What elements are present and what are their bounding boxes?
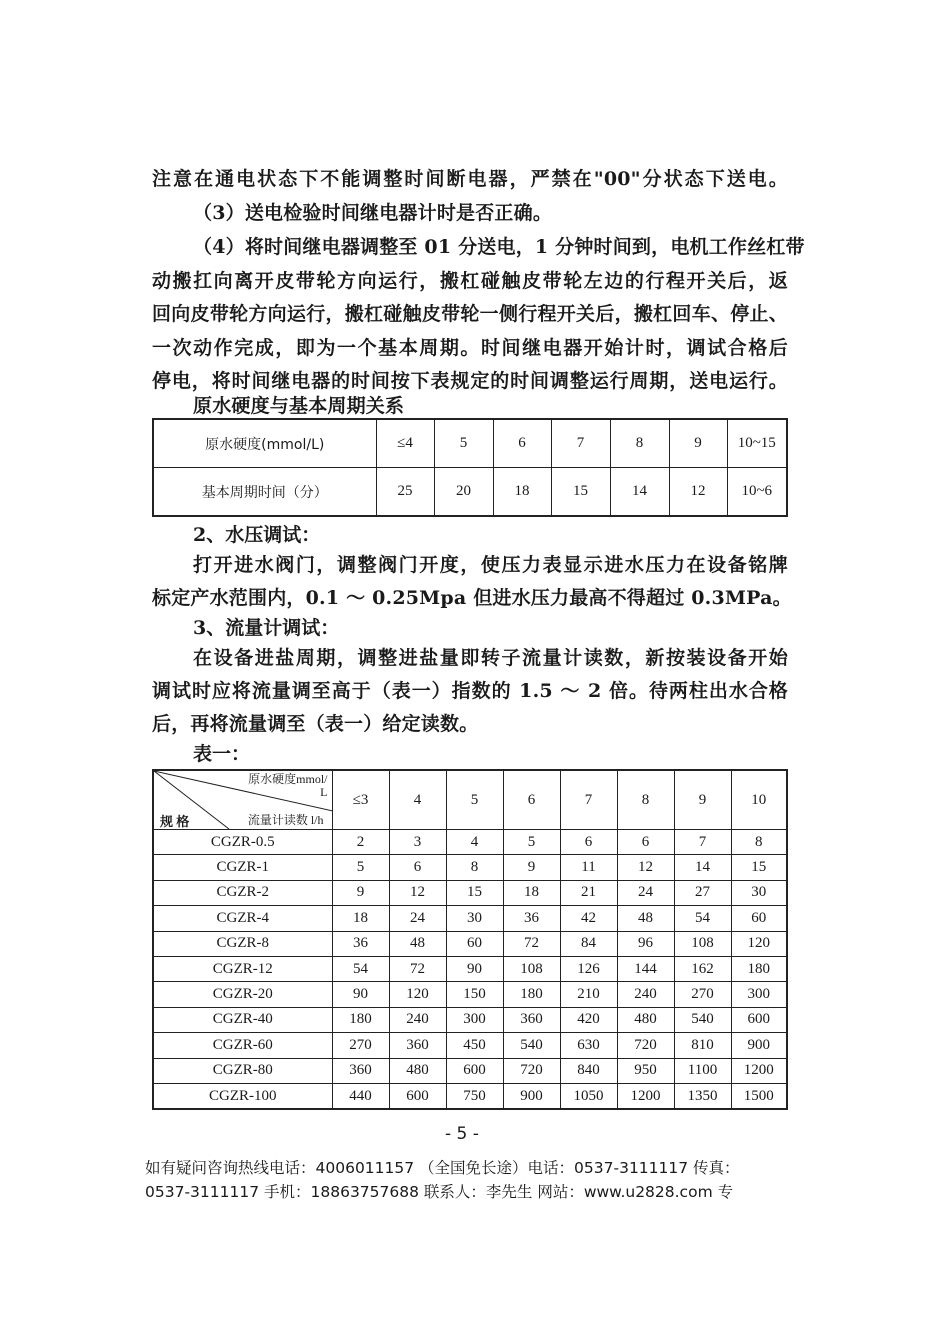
table-cell: 15	[731, 855, 787, 880]
table-cell: 300	[446, 1007, 503, 1032]
table-cell: 6	[617, 830, 674, 855]
table-cell: 10~6	[727, 468, 787, 517]
table-cell: 14	[610, 468, 669, 517]
table-cell: 150	[446, 982, 503, 1007]
paragraph-line: 在设备进盐周期，调整进盐量即转子流量计读数，新按装设备开始	[193, 647, 788, 669]
section-heading: 3、流量计调试：	[193, 617, 340, 639]
table-cell: 600	[389, 1083, 446, 1109]
table-row	[153, 468, 787, 517]
spec-cell: CGZR-4	[153, 906, 332, 931]
spec-cell: CGZR-60	[153, 1033, 332, 1058]
spec-cell: CGZR-12	[153, 956, 332, 981]
table-cell: 1200	[731, 1058, 787, 1083]
table-cell: 72	[389, 956, 446, 981]
table-cell: 9	[669, 419, 727, 468]
table-cell: 36	[503, 906, 560, 931]
paragraph-line: 标定产水范围内，0.1 ～ 0.25Mpa 但进水压力最高不得超过 0.3MPa。	[152, 587, 792, 609]
table-cell: 7	[551, 419, 610, 468]
footer-line: 0537-3111117 手机：18863757688 联系人：李先生 网站：www.u2828.com 专	[145, 1183, 734, 1201]
table-cell: 54	[674, 906, 731, 931]
table-cell: 300	[731, 982, 787, 1007]
footer-line: 如有疑问咨询热线电话：4006011157 （全国免长途）电话：0537-3111117 传真：	[145, 1159, 740, 1177]
table-cell: 30	[446, 906, 503, 931]
header-cell: 6	[503, 770, 560, 830]
table-cell: 6	[493, 419, 551, 468]
table-row	[153, 855, 787, 880]
table-cell: 450	[446, 1033, 503, 1058]
table-cell: 15	[551, 468, 610, 517]
table-cell: 9	[332, 880, 389, 905]
header-cell: 7	[560, 770, 617, 830]
table-cell: 8	[446, 855, 503, 880]
table-cell: 11	[560, 855, 617, 880]
spec-cell: CGZR-0.5	[153, 830, 332, 855]
page-number: - 5 -	[445, 1124, 479, 1144]
table-cell: 108	[503, 956, 560, 981]
table-cell: 60	[446, 931, 503, 956]
table-cell: 810	[674, 1033, 731, 1058]
header-cell: 9	[674, 770, 731, 830]
table-cell: 2	[332, 830, 389, 855]
table-cell: 基本周期时间（分）	[153, 468, 376, 517]
table-cell: 162	[674, 956, 731, 981]
paragraph-line: 一次动作完成，即为一个基本周期。时间继电器开始计时，调试合格后	[152, 337, 788, 359]
table-row	[153, 906, 787, 931]
table-cell: 48	[389, 931, 446, 956]
table-cell: 540	[503, 1033, 560, 1058]
table-cell: 270	[674, 982, 731, 1007]
table-row	[153, 1083, 787, 1109]
table-cell: 18	[493, 468, 551, 517]
table-cell: 360	[389, 1033, 446, 1058]
spec-cell: CGZR-1	[153, 855, 332, 880]
table-cell: 8	[610, 419, 669, 468]
table-cell: 36	[332, 931, 389, 956]
table1-title: 原水硬度与基本周期关系	[193, 395, 405, 417]
table-cell: 90	[332, 982, 389, 1007]
table-cell: 720	[617, 1033, 674, 1058]
header-cell: ≤3	[332, 770, 389, 830]
table-cell: 900	[731, 1033, 787, 1058]
table-cell: 7	[674, 830, 731, 855]
table-cell: 630	[560, 1033, 617, 1058]
table-cell: 18	[503, 880, 560, 905]
corner-label-spec: 规 格	[160, 814, 190, 829]
table-cell: 12	[389, 880, 446, 905]
table-cell: 480	[617, 1007, 674, 1032]
table-cell: 270	[332, 1033, 389, 1058]
table-cell: 180	[731, 956, 787, 981]
paragraph-line: 动搬扛向离开皮带轮方向运行，搬杠碰触皮带轮左边的行程开关后，返	[152, 270, 788, 292]
table-cell: 144	[617, 956, 674, 981]
table-row	[153, 880, 787, 905]
spec-cell: CGZR-100	[153, 1083, 332, 1109]
table-cell: 600	[446, 1058, 503, 1083]
table-cell: 600	[731, 1007, 787, 1032]
table-cell: 360	[332, 1058, 389, 1083]
table-cell: 240	[389, 1007, 446, 1032]
table-cell: 原水硬度(mmol/L)	[153, 419, 376, 468]
table-cell: 30	[731, 880, 787, 905]
paragraph-line: 停电，将时间继电器的时间按下表规定的时间调整运行周期，送电运行。	[152, 370, 788, 392]
table-cell: 120	[731, 931, 787, 956]
hardness-period-table	[152, 418, 788, 517]
header-cell: 10	[731, 770, 787, 830]
table-cell: 108	[674, 931, 731, 956]
diagonal-header-cell	[153, 770, 332, 830]
table-cell: 900	[503, 1083, 560, 1109]
table-cell: 5	[434, 419, 493, 468]
table-cell: 6	[389, 855, 446, 880]
paragraph-line: 后，再将流量调至（表一）给定读数。	[152, 713, 479, 735]
table-cell: 180	[503, 982, 560, 1007]
spec-cell: CGZR-2	[153, 880, 332, 905]
table-cell: 8	[731, 830, 787, 855]
table-row	[153, 1007, 787, 1032]
table-cell: 20	[434, 468, 493, 517]
table-cell: 6	[560, 830, 617, 855]
paragraph-line: 回向皮带轮方向运行，搬杠碰触皮带轮一侧行程开关后，搬杠回车、停止、	[152, 303, 788, 325]
table-cell: 12	[617, 855, 674, 880]
section-heading: 2、水压调试：	[193, 524, 321, 546]
spec-cell: CGZR-40	[153, 1007, 332, 1032]
spec-cell: CGZR-80	[153, 1058, 332, 1083]
table-cell: 1200	[617, 1083, 674, 1109]
table-cell: 3	[389, 830, 446, 855]
table-cell: 90	[446, 956, 503, 981]
paragraph-line: 调试时应将流量调至高于（表一）指数的 1.5 ～ 2 倍。待两柱出水合格	[152, 680, 788, 702]
table-cell: 15	[446, 880, 503, 905]
table-cell: 440	[332, 1083, 389, 1109]
table-cell: 950	[617, 1058, 674, 1083]
table-cell: 48	[617, 906, 674, 931]
table-cell: 240	[617, 982, 674, 1007]
table-cell: 9	[503, 855, 560, 880]
table-cell: 25	[376, 468, 434, 517]
table-cell: 18	[332, 906, 389, 931]
table-cell: 14	[674, 855, 731, 880]
paragraph-line: 打开进水阀门，调整阀门开度，使压力表显示进水压力在设备铭牌	[193, 554, 788, 576]
table-cell: 84	[560, 931, 617, 956]
table-row	[153, 982, 787, 1007]
table-cell: 54	[332, 956, 389, 981]
table-cell: 5	[503, 830, 560, 855]
header-cell: 5	[446, 770, 503, 830]
table-cell: 1500	[731, 1083, 787, 1109]
table2-title: 表一：	[193, 743, 251, 765]
paragraph-line: 注意在通电状态下不能调整时间断电器，严禁在"00"分状态下送电。	[152, 168, 788, 190]
table-cell: 180	[332, 1007, 389, 1032]
table-row	[153, 931, 787, 956]
table-row	[153, 1033, 787, 1058]
table-cell: ≤4	[376, 419, 434, 468]
table-cell: 24	[617, 880, 674, 905]
table-row	[153, 419, 787, 468]
table-cell: 96	[617, 931, 674, 956]
table-cell: 720	[503, 1058, 560, 1083]
table-cell: 5	[332, 855, 389, 880]
table-cell: 540	[674, 1007, 731, 1032]
table-cell: 840	[560, 1058, 617, 1083]
table-cell: 126	[560, 956, 617, 981]
table-cell: 21	[560, 880, 617, 905]
table-cell: 1350	[674, 1083, 731, 1109]
table-cell: 210	[560, 982, 617, 1007]
table-cell: 27	[674, 880, 731, 905]
spec-cell: CGZR-8	[153, 931, 332, 956]
header-cell: 8	[617, 770, 674, 830]
flowmeter-table	[152, 769, 788, 1110]
table-cell: 120	[389, 982, 446, 1007]
table-cell: 360	[503, 1007, 560, 1032]
table-row	[153, 1058, 787, 1083]
corner-label-flow: 流量计读数 l/h	[247, 813, 324, 827]
table-cell: 1100	[674, 1058, 731, 1083]
table-cell: 1050	[560, 1083, 617, 1109]
table-row	[153, 956, 787, 981]
table-cell: 4	[446, 830, 503, 855]
corner-label-hardness: 原水硬度mmol/ L	[248, 772, 328, 799]
table-cell: 12	[669, 468, 727, 517]
paragraph-line: （3）送电检验时间继电器计时是否正确。	[193, 202, 553, 224]
spec-cell: CGZR-20	[153, 982, 332, 1007]
table-row	[153, 830, 787, 855]
table-cell: 420	[560, 1007, 617, 1032]
header-cell: 4	[389, 770, 446, 830]
table-cell: 60	[731, 906, 787, 931]
table-cell: 42	[560, 906, 617, 931]
table-cell: 72	[503, 931, 560, 956]
table-cell: 24	[389, 906, 446, 931]
paragraph-line: （4）将时间继电器调整至 01 分送电，1 分钟时间到，电机工作丝杠带	[193, 236, 805, 258]
table-header-row	[153, 770, 787, 830]
table-cell: 10~15	[727, 419, 787, 468]
table-cell: 750	[446, 1083, 503, 1109]
table-cell: 480	[389, 1058, 446, 1083]
